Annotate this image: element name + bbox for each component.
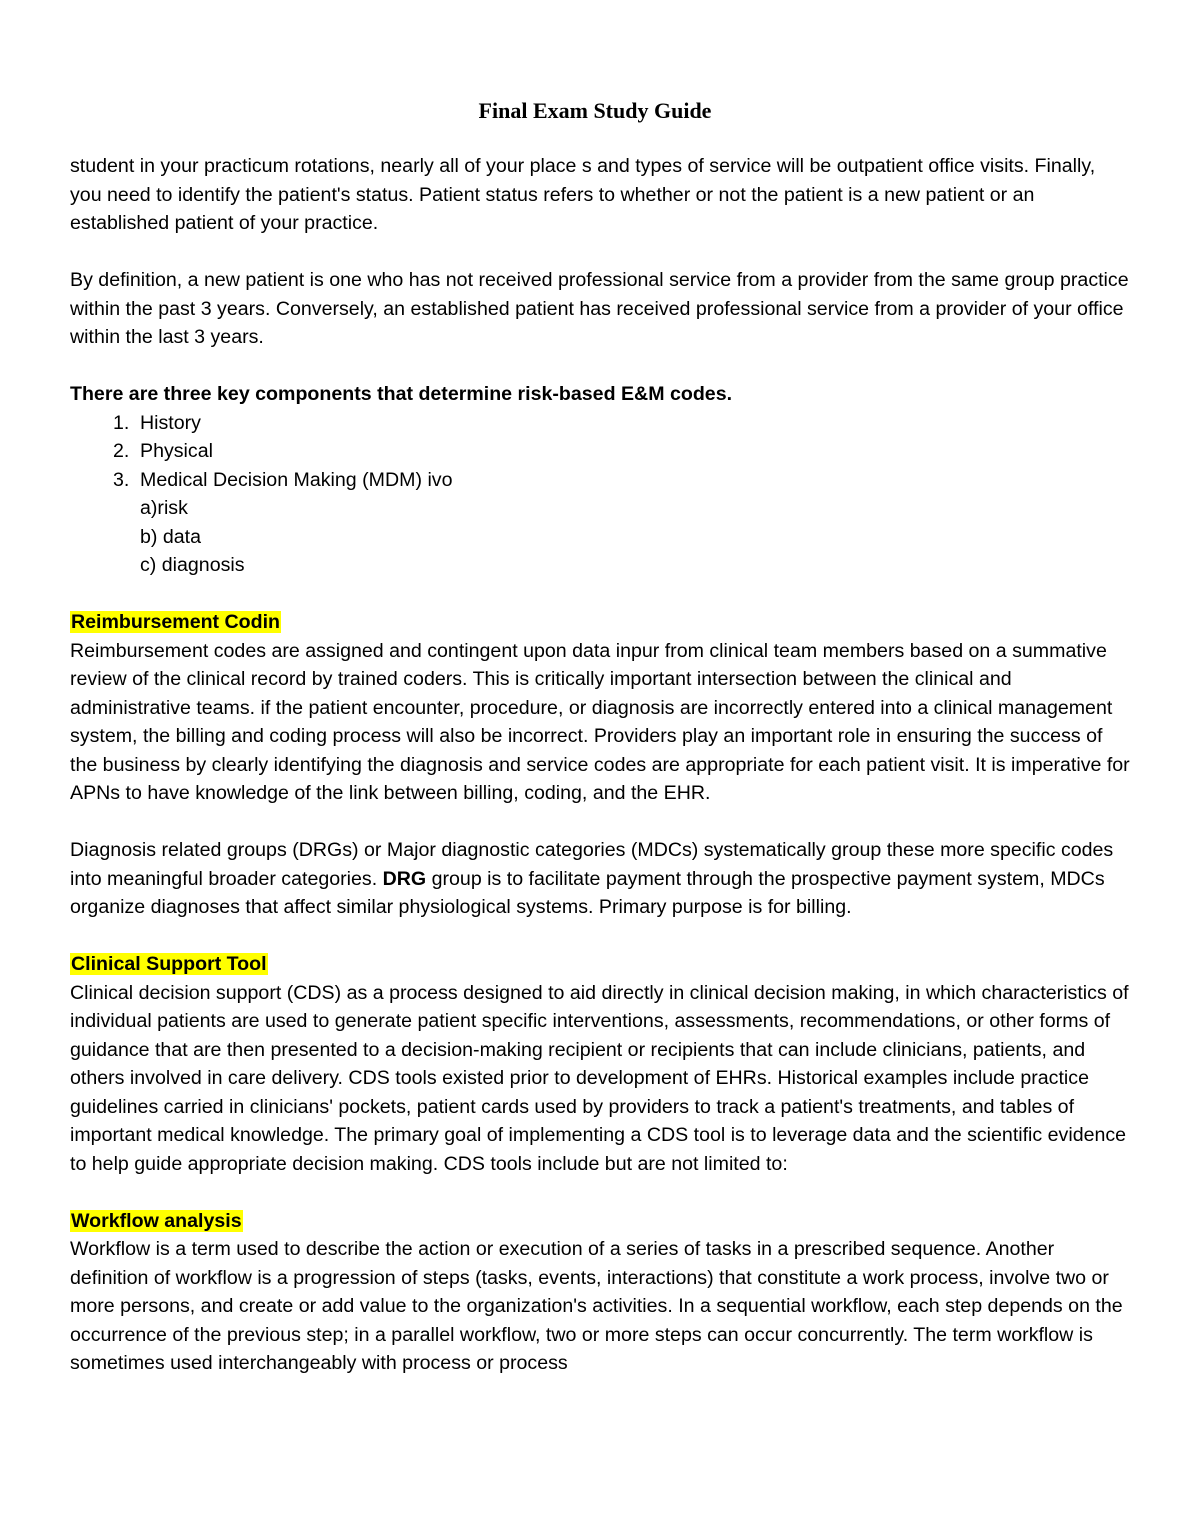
reimbursement-heading: Reimbursement Codin (71, 611, 281, 633)
list-item: 3. Medical Decision Making (MDM) ivo (113, 468, 453, 491)
components-lead: There are three key components that determine risk-based E&M codes. (70, 383, 733, 405)
reimbursement-paragraph-2: Diagnosis related groups (DRGs) or Major diagnostic categories (MDCs) systematically group these more specific codes into meaningful broader categories. DRG group is to facilitate payment through the prospective payment system, MDCs organize diagnoses that affect similar physiological systems. Primary purpose is for billing. (70, 839, 1114, 918)
clinical-support-paragraph: Clinical decision support (CDS) as a process designed to aid directly in clinical decision making, in which characteristics of individual patients are used to generate patient specific interventions, assessments, recommendations, or other forms of guidance that are then presented to a decision-making recipient or recipients that can include clinicians, patients, and others involved in care delivery. CDS tools existed prior to development of EHRs. Historical examples include practice guidelines carried in clinicians' pockets, patient cards used by providers to track a patient's treatments, and tables of important medical knowledge. The primary goal of implementing a CDS tool is to leverage data and the scientific evidence to help guide appropriate decision making. CDS tools include but are not limited to: (70, 981, 1129, 1175)
sub-item-data: b) data (140, 525, 202, 548)
intro-paragraph-2: By definition, a new patient is one who has not received professional service from a provider from the same group practice within the past 3 years. Conversely, an established patient has received professional service from a provider of your office within the last 3 years. (70, 269, 1129, 348)
sub-item-diagnosis: c) diagnosis (140, 554, 245, 576)
list-item: 1. History (113, 411, 201, 434)
workflow-paragraph: Workflow is a term used to describe the action or execution of a series of tasks in a prescribed sequence. Another definition of workflow is a progression of steps (tasks, events, interactions) that constitute a work process, involve two or more persons, and create or add value to the organization's activities. In a sequential workflow, each step depends on the occurrence of the previous step; in a parallel workflow, two or more steps can occur concurrently. The term workflow is sometimes used interchangeably with process or process (70, 1238, 1123, 1374)
reimbursement-paragraph-1: Reimbursement codes are assigned and contingent upon data inpur from clinical team members based on a summative review of the clinical record by trained coders. This is critically important intersection between the clinical and administrative teams. if the patient encounter, procedure, or diagnosis are incorrectly entered into a clinical management system, the billing and coding process will also be incorrect. Providers play an important role in ensuring the success of the business by clearly identifying the diagnosis and service codes are appropriate for each patient visit. It is imperative for APNs to have knowledge of the link between billing, coding, and the EHR. (70, 639, 1130, 804)
page-title: Final Exam Study Guide (478, 98, 712, 123)
list-item: 2. Physical (113, 440, 213, 462)
intro-paragraph-1: student in your practicum rotations, nearly all of your place s and types of service will be outpatient office visits. Finally, you need to identify the patient's status. Patient status refers to whether or not the patient is a new patient or an established patient of your practice. (70, 155, 1096, 234)
clinical-support-heading: Clinical Support Tool (71, 953, 267, 975)
workflow-heading: Workflow analysis (71, 1209, 242, 1232)
sub-item-risk: a)risk (140, 497, 188, 519)
components-list (70, 409, 1130, 495)
document-body (70, 152, 1130, 1378)
